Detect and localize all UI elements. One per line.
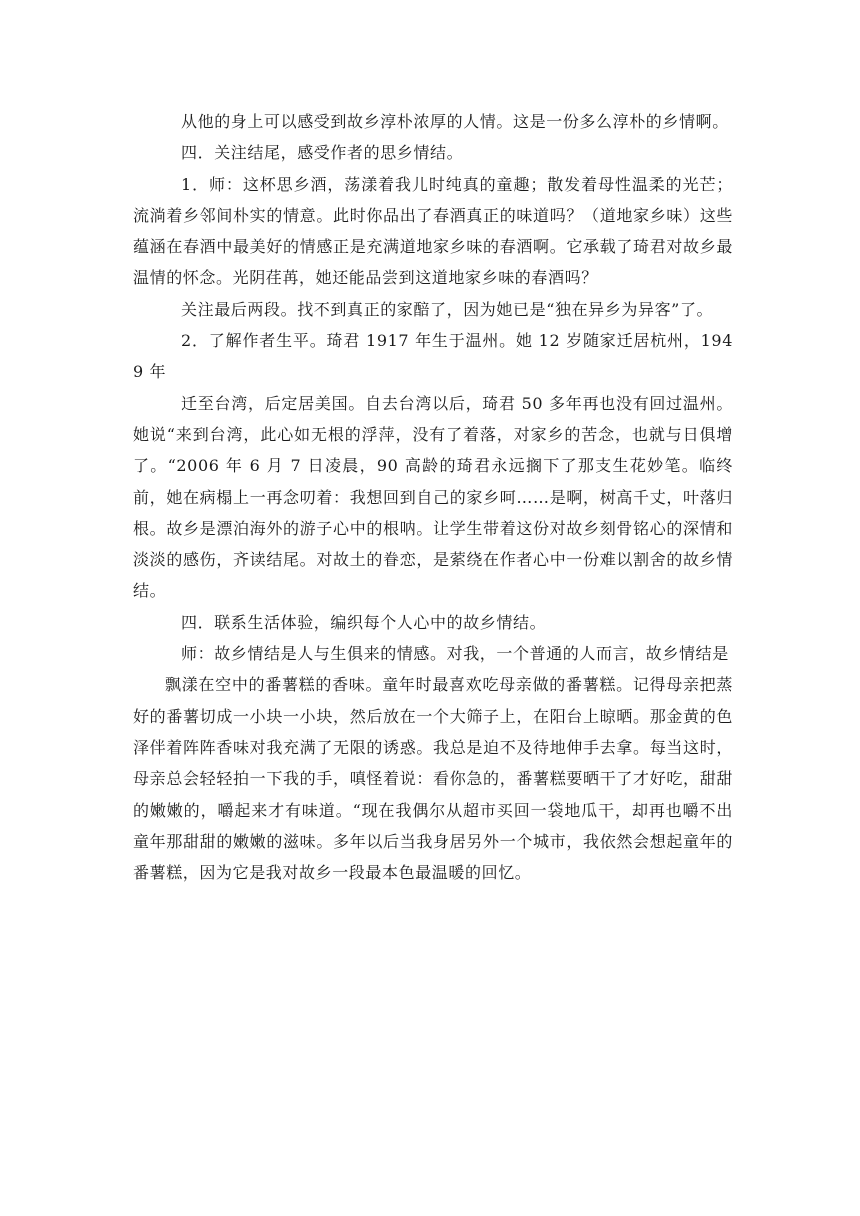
paragraph-author-bio: 迁至台湾，后定居美国。自去台湾以后，琦君 50 多年再也没有回过温州。她说“来到台湾，此心如无根的浮萍，没有了着落，对家乡的苦念，也就与日俱增了。“2006 年 6 月 7 日凌晨，90 高龄的琦君永远搁下了那支生花妙笔。临终前，她在病榻上一再念叨着：我想回到自己的家乡呵……是啊，树高千丈，叶落归根。故乡是漂泊海外的游子心中的根呐。让学生带着这份对故乡刻骨铭心的深情和淡淡的感伤，齐读结尾。对故土的眷恋，是萦绕在作者心中一份难以割舍的故乡情结。	[133, 393, 733, 601]
paragraph-sweet-potato: 飘漾在空中的番薯糕的香味。童年时最喜欢吃母亲做的番薯糕。记得母亲把蒸好的番薯切成一小块一小块，然后放在一个大筛子上，在阳台上晾晒。那金黄的色泽伴着阵阵香味对我充满了无限的诱惑。我总是迫不及待地伸手去拿。每当这时，母亲总会轻轻拍一下我的手，嗔怪着说：看你急的，番薯糕要晒干了才好吃，甜甜的嫩嫩的，嚼起来才有味道。“现在我偶尔从超市买回一袋地瓜干，却再也嚼不出童年那甜甜的嫩嫩的滋味。多年以后当我身居另外一个城市，我依然会想起童年的番薯糕，因为它是我对故乡一段最本色最温暖的回忆。	[133, 675, 733, 883]
paragraph-last-two: 关注最后两段。找不到真正的家醅了，因为她已是“独在异乡为异客”了。	[181, 299, 714, 319]
section-heading-4a: 四．关注结尾，感受作者的思乡情结。	[181, 143, 464, 163]
section-heading-4b: 四．联系生活体验，编织每个人心中的故乡情结。	[181, 612, 547, 632]
paragraph-author-bio-start: 2．了解作者生平。琦君 1917 年生于温州。她 12 岁随家迁居杭州，1949 年	[133, 331, 733, 382]
document-body	[133, 106, 733, 888]
paragraph-teacher-1: 1．师：这杯思乡酒，荡漾着我儿时纯真的童趣；散发着母性温柔的光芒；流淌着乡邻间朴实的情意。此时你品出了春酒真正的味道吗？（道地家乡味）这些蕴涵在春酒中最美好的情感正是充满道地家乡味的春酒啊。它承载了琦君对故乡最温情的怀念。光阴荏苒，她还能品尝到这道地家乡味的春酒吗？	[133, 174, 733, 288]
paragraph-teacher-2: 师：故乡情结是人与生俱来的情感。对我，一个普通的人而言，故乡情结是	[181, 644, 729, 664]
paragraph-1: 从他的身上可以感受到故乡淳朴浓厚的人情。这是一份多么淳朴的乡情啊。	[181, 112, 729, 131]
